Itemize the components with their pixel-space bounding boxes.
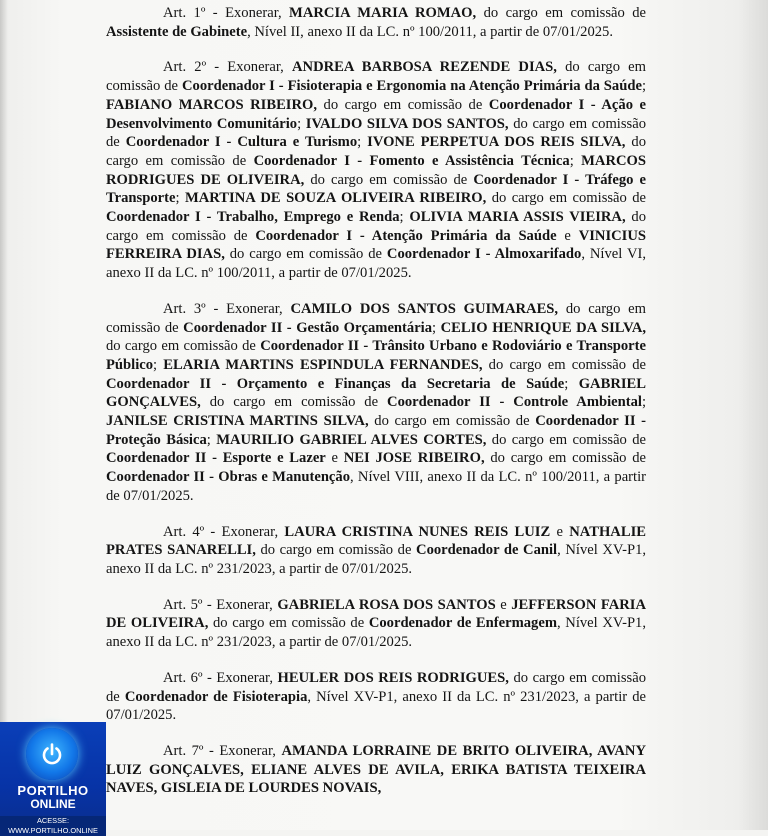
bold-text: Coordenador II - Trânsito Urbano e Rodoviário e Transporte Público: [106, 338, 646, 373]
bold-text: OLIVIA MARIA ASSIS VIEIRA,: [409, 209, 626, 226]
body-text: do cargo em comissão de: [304, 171, 474, 188]
body-text: ;: [399, 209, 410, 226]
bold-text: NEI JOSE RIBEIRO,: [343, 450, 485, 467]
body-text: ;: [641, 394, 647, 411]
bold-text: ANDREA BARBOSA REZENDE DIAS,: [291, 59, 557, 76]
bold-text: Coordenador I - Fomento e Assistência Técnica: [253, 152, 570, 169]
bold-text: LAURA CRISTINA NUNES REIS LUIZ: [284, 523, 551, 540]
logo-url: ACESSE: WWW.PORTILHO.ONLINE: [0, 816, 106, 836]
bold-text: IVONE PERPETUA DOS REIS SILVA,: [367, 134, 626, 151]
body-text: Art. 3º - Exonerar,: [163, 300, 291, 317]
article-paragraph: [106, 58, 646, 282]
bold-text: ELARIA MARTINS ESPINDULA FERNANDES,: [163, 356, 483, 373]
article-paragraph: [106, 669, 646, 725]
body-text: do cargo em comissão de: [255, 542, 417, 559]
bold-text: Coordenador II - Orçamento e Finanças da Secretaria de Saúde: [106, 375, 565, 392]
bold-text: GABRIEL GONÇALVES,: [106, 375, 647, 411]
bold-text: MAURILIO GABRIEL ALVES CORTES,: [216, 431, 487, 448]
bold-text: HEULER DOS REIS RODRIGUES,: [277, 669, 509, 686]
article-paragraph: [106, 300, 646, 506]
body-text: ;: [432, 319, 441, 336]
body-text: do cargo em comissão de: [317, 96, 489, 113]
article-paragraph: [106, 523, 646, 579]
body-text: do cargo em comissão de: [368, 413, 536, 430]
body-text: Art. 6º - Exonerar,: [163, 669, 278, 686]
body-text: ;: [357, 134, 368, 151]
body-text: do cargo em comissão de: [482, 356, 647, 373]
body-text: e: [550, 523, 570, 540]
body-text: Art. 1º - Exonerar,: [163, 5, 290, 21]
bold-text: Coordenador I - Trabalho, Emprego e Renda: [106, 209, 400, 226]
body-text: ;: [569, 152, 582, 169]
bold-text: MARCIA MARIA ROMAO,: [289, 5, 477, 21]
bold-text: Coordenador de Canil: [416, 542, 558, 559]
bold-text: Coordenador II - Proteção Básica: [106, 413, 647, 448]
bold-text: Coordenador de Enfermagem: [368, 615, 557, 632]
body-text: ;: [641, 78, 646, 95]
body-text: do cargo em comissão de: [106, 338, 261, 355]
logo-subtitle: ONLINE: [30, 797, 76, 811]
portilho-online-logo: [0, 722, 106, 835]
article-paragraph: [106, 742, 646, 798]
body-text: do cargo em comissão de: [106, 669, 646, 705]
bold-text: FABIANO MARCOS RIBEIRO,: [106, 96, 318, 113]
body-text: ;: [175, 190, 185, 207]
body-text: ;: [153, 356, 164, 373]
body-text: do cargo em comissão de: [484, 450, 646, 467]
bold-text: Assistente de Gabinete: [106, 23, 248, 40]
body-text: , Nível II, anexo II da LC. nº 100/2011, a partir de 07/01/2025.: [247, 23, 613, 40]
body-text: do cargo em comissão de: [486, 431, 647, 448]
body-text: , Nível XV-P1, anexo II da LC. nº 231/2023, a partir de 07/01/2025.: [106, 615, 647, 651]
body-text: Art. 4º - Exonerar,: [163, 523, 285, 540]
bold-text: Coordenador I - Cultura e Turismo: [125, 134, 358, 151]
body-text: ;: [564, 375, 579, 392]
bold-text: Coordenador I - Almoxarifado: [386, 246, 582, 263]
bold-text: Coordenador I - Fisioterapia e Ergonomia na Atenção Primária da Saúde: [181, 78, 642, 95]
body-text: do cargo em comissão de: [200, 394, 388, 411]
bold-text: Coordenador II - Controle Ambiental: [387, 394, 642, 411]
page-left-edge: [0, 0, 8, 830]
body-text: Art. 2º - Exonerar,: [163, 59, 292, 76]
body-text: , Nível VI, anexo II da LC. nº 100/2011, a partir de 07/01/2025.: [106, 246, 647, 282]
bold-text: NATHALIE PRATES SANARELLI,: [106, 523, 646, 559]
bold-text: GABRIELA ROSA DOS SANTOS: [277, 596, 496, 613]
page-right-edge: [738, 0, 768, 830]
bold-text: JEFFERSON FARIA DE OLIVEIRA,: [106, 596, 647, 632]
body-text: , Nível VIII, anexo II da LC. nº 100/2011, a partir de 07/01/2025.: [106, 469, 646, 504]
bold-text: MARCOS RODRIGUES DE OLIVEIRA,: [106, 152, 647, 188]
body-text: do cargo em comissão de: [486, 190, 647, 207]
bold-text: Coordenador I - Tráfego e Transporte: [106, 171, 647, 207]
body-text: e: [325, 450, 344, 467]
body-text: do cargo em comissão de: [106, 134, 646, 169]
body-text: do cargo em comissão de: [224, 246, 387, 263]
bold-text: Coordenador I - Atenção Primária da Saúde: [255, 227, 557, 244]
bold-text: AMANDA LORRAINE DE BRITO OLIVEIRA, AVANY LUIZ GONÇALVES, ELIANE ALVES DE AVILA, ERIKA BATISTA TEIXEIRA NAVES, GISLEIA DE LOURDES NOVAIS,: [106, 742, 646, 797]
article-paragraph: [106, 596, 646, 652]
bold-text: JANILSE CRISTINA MARTINS SILVA,: [106, 413, 369, 430]
body-text: do cargo em comissão de: [106, 209, 647, 244]
body-text: do cargo em comissão de: [106, 59, 646, 95]
logo-name: PORTILHO: [17, 783, 89, 798]
body-text: e: [556, 227, 579, 244]
body-text: do cargo em comissão de: [106, 300, 647, 336]
body-text: , Nível XV-P1, anexo II da LC. nº 231/2023, a partir de 07/01/2025.: [106, 688, 646, 724]
bold-text: Coordenador de Fisioterapia: [124, 688, 308, 705]
bold-text: IVALDO SILVA DOS SANTOS,: [305, 115, 509, 132]
bold-text: Coordenador II - Obras e Manutenção: [106, 469, 351, 486]
body-text: do cargo em comissão de: [106, 115, 646, 151]
body-text: ;: [297, 115, 306, 132]
bold-text: VINICIUS FERREIRA DIAS,: [106, 227, 647, 263]
body-text: , Nível XV-P1, anexo II da LC. nº 231/2023, a partir de 07/01/2025.: [106, 542, 647, 577]
bold-text: MARTINA DE SOUZA OLIVEIRA RIBEIRO,: [184, 190, 487, 207]
body-text: do cargo em comissão de: [476, 5, 646, 21]
bold-text: CELIO HENRIQUE DA SILVA,: [440, 319, 647, 336]
logo-circle: [26, 728, 78, 780]
body-text: ;: [206, 431, 217, 448]
power-icon: [39, 741, 65, 767]
bold-text: Coordenador II - Gestão Orçamentária: [183, 319, 433, 336]
body-text: do cargo em comissão de: [208, 615, 369, 632]
body-text: Art. 7º - Exonerar,: [163, 742, 282, 759]
bold-text: CAMILO DOS SANTOS GUIMARAES,: [290, 300, 559, 317]
body-text: e: [495, 596, 512, 613]
bold-text: Coordenador I - Ação e Desenvolvimento Comunitário: [106, 96, 646, 132]
article-paragraph: [106, 4, 646, 41]
document-body: [106, 4, 646, 815]
body-text: Art. 5º - Exonerar,: [163, 596, 278, 613]
bold-text: Coordenador II - Esporte e Lazer: [106, 450, 326, 467]
